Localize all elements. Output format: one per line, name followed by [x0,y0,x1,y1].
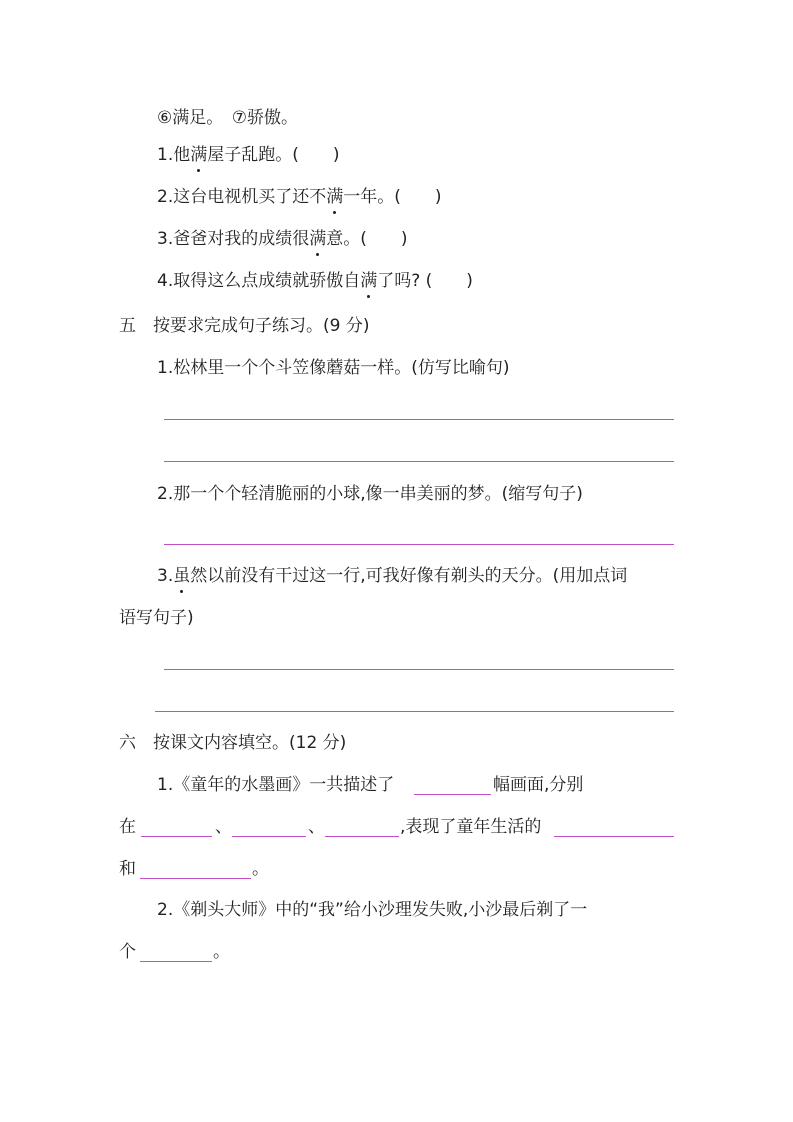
blank-scene-1[interactable] [141,836,212,837]
question-5-1: 1.松林里一个个斗笠像蘑菇一样。(仿写比喻句) [157,358,510,378]
question-4-1: 1.他满屋子乱跑。( ) [157,145,340,165]
dotted-char: 虽 [173,566,191,586]
blank-result[interactable] [140,961,212,962]
section-5-heading: 五 按要求完成句子练习。(9 分) [119,316,370,336]
blank-count[interactable] [414,794,491,795]
dotted-char: 满 [309,229,327,249]
blank-quality-2[interactable] [140,878,251,879]
answer-line-5-3b[interactable] [155,711,674,712]
question-6-1-part5: 和 [119,859,136,879]
question-5-2: 2.那一个个轻清脆丽的小球,像一串美丽的梦。(缩写句子) [157,484,583,504]
blank-quality-1[interactable] [554,836,674,837]
question-6-1-end: 。 [252,859,269,879]
question-5-3: 3.虽然以前没有干过这一行,可我好像有剃头的天分。(用加点词 [157,566,628,586]
dotted-char: 满 [360,271,378,291]
blank-scene-2[interactable] [232,836,306,837]
question-6-1-part3: 在 [119,817,136,837]
question-4-3: 3.爸爸对我的成绩很满意。( ) [157,229,408,249]
question-4-4: 4.取得这么点成绩就骄傲自满了吗? ( ) [157,271,473,291]
answer-line-5-2[interactable] [164,544,674,545]
answer-line-5-3a[interactable] [164,669,674,670]
answer-line-5-1a[interactable] [164,419,674,420]
question-5-3-cont: 语写句子) [119,608,194,628]
separator-2: 、 [308,817,325,837]
question-6-1-part2: 幅画面,分别 [493,775,584,795]
dotted-char: 满 [326,187,344,207]
question-6-2-part1: 2.《剃头大师》中的“我”给小沙理发失败,小沙最后剃了一 [157,900,588,920]
question-6-1-part4: ,表现了童年生活的 [400,817,542,837]
section-6-heading: 六 按课文内容填空。(12 分) [119,733,347,753]
question-6-2-part2: 个 [119,942,136,962]
dotted-char: 满 [190,145,208,165]
blank-scene-3[interactable] [325,836,399,837]
answer-line-5-1b[interactable] [164,461,674,462]
separator-1: 、 [215,817,232,837]
options-text: ⑥满足。 ⑦骄傲。 [157,108,298,128]
question-6-2-end: 。 [213,942,230,962]
question-6-1-part1: 1.《童年的水墨画》一共描述了 [157,775,395,795]
question-4-2: 2.这台电视机买了还不满一年。( ) [157,187,442,207]
